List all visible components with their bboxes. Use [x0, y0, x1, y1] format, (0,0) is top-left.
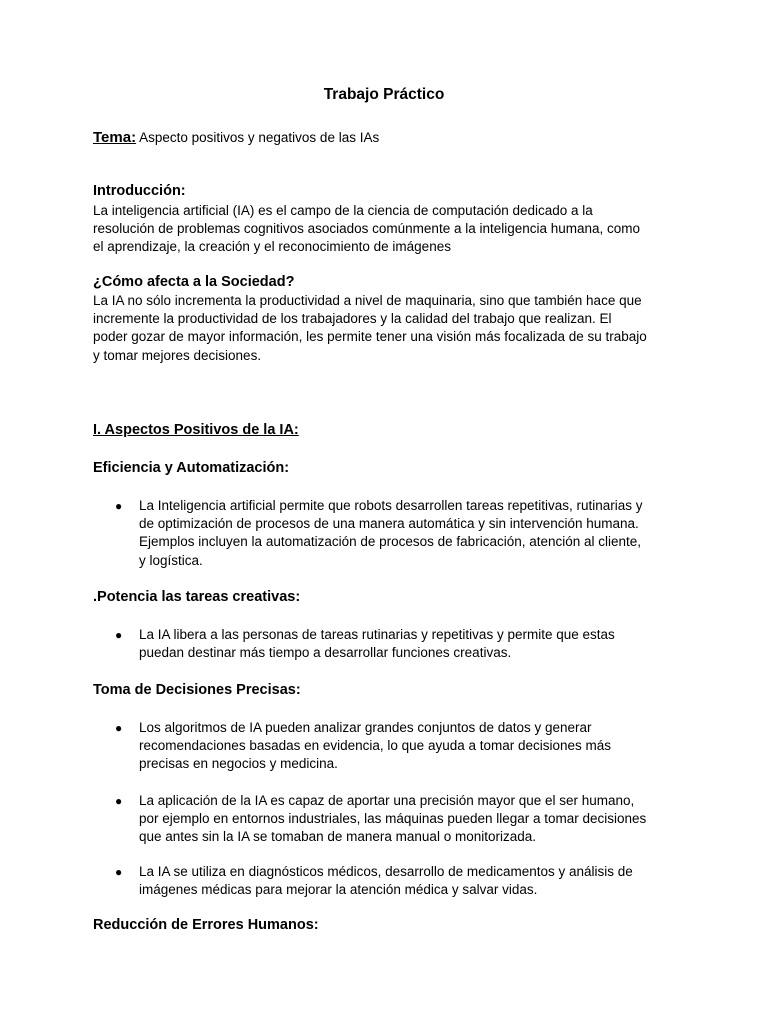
tema-label: Tema: [93, 129, 137, 146]
list-item-line: y logística. [139, 552, 203, 568]
sociedad-heading: ¿Cómo afecta a la Sociedad? [93, 274, 295, 290]
eficiencia-heading: Eficiencia y Automatización: [93, 460, 290, 476]
paragraph-line: y tomar mejores decisiones. [93, 347, 262, 363]
decisiones-heading: Toma de Decisiones Precisas: [93, 682, 301, 698]
list-item-line: imágenes médicas para mejorar la atención médica y salvar vidas. [139, 882, 538, 898]
bullet-icon: ● [115, 794, 123, 808]
list-item-line: puedan destinar más tiempo a desarrollar funciones creativas. [139, 645, 512, 661]
aspectos-positivos-heading: I. Aspectos Positivos de la IA: [93, 422, 299, 438]
bullet-icon: ● [115, 499, 123, 513]
paragraph-line: incremente la productividad de los trabajadores y la calidad del trabajo que realizan. El [93, 311, 612, 327]
document-title: Trabajo Práctico [323, 86, 445, 103]
bullet-icon: ● [115, 628, 123, 642]
paragraph-line: La IA no sólo incrementa la productividad a nivel de maquinaria, sino que también hace que [93, 293, 642, 308]
errores-heading: Reducción de Errores Humanos: [93, 917, 319, 933]
creativas-heading: .Potencia las tareas creativas: [93, 589, 301, 605]
list-item-line: La Inteligencia artificial permite que robots desarrollen tareas repetitivas, rutinarias y [139, 498, 643, 513]
list-item-line: La IA libera a las personas de tareas rutinarias y repetitivas y permite que estas [139, 627, 615, 642]
list-item-line: Ejemplos incluyen la automatización de procesos de fabricación, atención al cliente, [139, 534, 642, 550]
introduccion-paragraph [93, 202, 693, 257]
list-item-line: La aplicación de la IA es capaz de aportar una precisión mayor que el ser humano, [139, 793, 635, 808]
list-item-line: que antes sin la IA se tomaban de manera manual o monitorizada. [139, 829, 536, 845]
paragraph-line: La inteligencia artificial (IA) es el campo de la ciencia de computación dedicado a la [93, 203, 593, 218]
tema-line [93, 129, 379, 146]
list-item-line: recomendaciones basadas en evidencia, lo que ayuda a tomar decisiones más [139, 738, 612, 754]
bullet-icon: ● [115, 865, 123, 879]
introduccion-heading: Introducción: [93, 183, 186, 199]
paragraph-line: poder gozar de mayor información, les permite tener una visión más focalizada de su trabajo [93, 329, 647, 345]
paragraph-line: el aprendizaje, la creación y el reconocimiento de imágenes [93, 239, 451, 255]
list-item-line: precisas en negocios y medicina. [139, 756, 338, 772]
list-item-line: de optimización de procesos de una manera automática y sin intervención humana. [139, 516, 639, 532]
list-item-line: Los algoritmos de IA pueden analizar grandes conjuntos de datos y generar [139, 720, 592, 735]
paragraph-line: resolución de problemas cognitivos asociados comúnmente a la inteligencia humana, como [93, 221, 641, 237]
list-item-line: por ejemplo en entornos industriales, las máquinas pueden llegar a tomar decisiones [139, 811, 647, 827]
list-item-line: La IA se utiliza en diagnósticos médicos, desarrollo de medicamentos y análisis de [139, 864, 633, 879]
tema-value: Aspecto positivos y negativos de las IAs [136, 130, 380, 145]
bullet-icon: ● [115, 721, 123, 735]
sociedad-paragraph [93, 292, 693, 365]
